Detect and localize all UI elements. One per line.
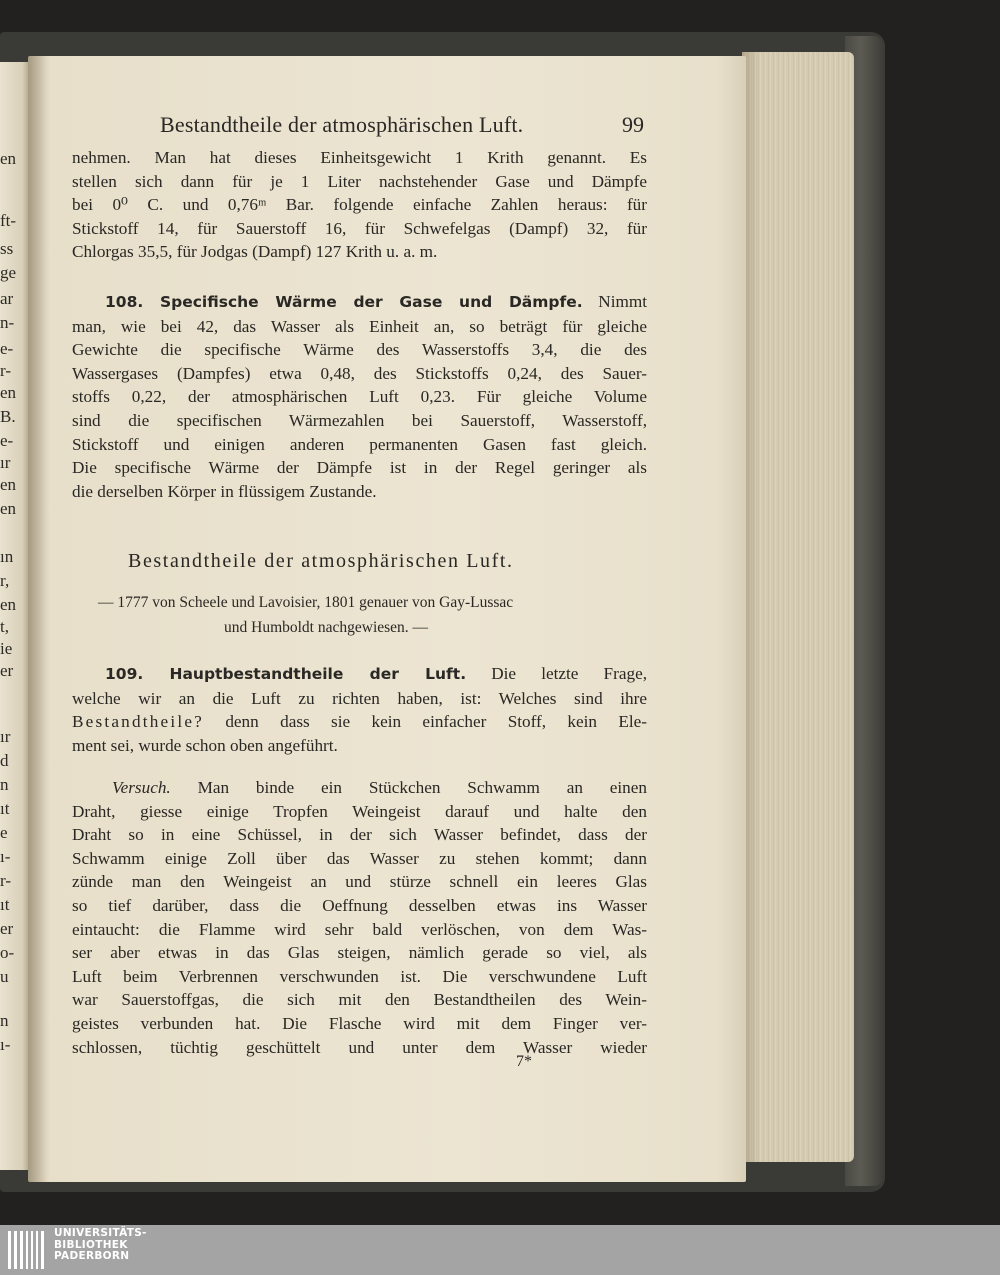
left-page-fragment-text: ın (0, 547, 14, 566)
credit-line: — 1777 von Scheele und Lavoisier, 1801 genauer von Gay-Lussac (98, 594, 514, 611)
intro-paragraph (72, 146, 647, 264)
left-page-fragment-text: ar (0, 289, 14, 308)
left-page-fragment-text: ıt (0, 895, 10, 914)
left-page-fragment-text: ss (0, 239, 14, 258)
left-page-fragment-text: B. (0, 407, 16, 426)
left-page-fragment-text: r, (0, 571, 10, 590)
text-line: Gewichte die specifische Wärme des Wasserstoffs 3,4, die des (72, 340, 647, 360)
text-line: stellen sich dann für je 1 Liter nachstehender Gase und Dämpfe (72, 171, 647, 191)
text-line: Stickstoff und einigen anderen permanenten Gasen fast gleich. (72, 434, 647, 454)
left-page-fragment-text: t, (0, 617, 9, 636)
left-page-fragment-text: e (0, 823, 8, 842)
left-page-fragment-text: ft- (0, 211, 17, 230)
left-page-fragment-text: r- (0, 871, 11, 890)
text-line: Chlorgas 35,5, für Jodgas (Dampf) 127 Krith u. a. m. (72, 242, 438, 262)
text-line: zünde man den Weingeist an und stürze schnell ein leeres Glas (72, 872, 647, 892)
text-line: ser aber etwas in das Glas steigen, nämlich gerade so viel, als (72, 943, 647, 963)
left-page-fragment-text: r- (0, 361, 11, 380)
text-line: sind die specifischen Wärmezahlen bei Sauerstoff, Wasserstoff, (72, 410, 647, 430)
library-name: UNIVERSITÄTS- BIBLIOTHEK PADERBORN (54, 1227, 147, 1262)
left-page-fragment-text: en (0, 383, 17, 402)
left-page-fragment-text: ie (0, 639, 13, 658)
left-page-fragment-text: en (0, 149, 17, 168)
left-page-fragment-text: en (0, 475, 17, 494)
paragraph-109: 109. Hauptbestandtheile der Luft. Die letzte Frage, welche wir an die Luft zu richten haben, ist: Welches sind ihre Bestandtheile? denn dass sie kein einfacher Stoff, kein Ele- ment sei, wurde schon oben angeführt. (72, 662, 647, 757)
library-footer (0, 1225, 1000, 1275)
left-page-fragment-text: ı- (0, 1035, 11, 1054)
library-logo-icon (6, 1228, 48, 1272)
spaced-word: Bestandtheile? (72, 712, 204, 732)
signature-mark: 7* (516, 1053, 532, 1070)
left-page-fragment-text: n (0, 1011, 9, 1030)
text-line: Luft beim Verbrennen verschwunden ist. Die verschwundene Luft (72, 966, 647, 986)
text-line: ment sei, wurde schon oben angeführt. (72, 735, 338, 755)
left-page-fragment-text: u (0, 967, 9, 986)
text-line: Wassergases (Dampfes) etwa 0,48, des Stickstoffs 0,24, des Sauer- (72, 363, 647, 383)
left-page-fragment-text: e- (0, 339, 14, 358)
text-line: Draht so in eine Schüssel, in der sich Wasser befindet, dass der (72, 825, 647, 845)
credit-line: und Humboldt nachgewiesen. — (224, 619, 429, 636)
text-line: man, wie bei 42, das Wasser als Einheit an, so beträgt für gleiche (72, 316, 647, 336)
running-head: Bestandtheile der atmosphärischen Luft. (160, 112, 524, 137)
text-line: Stickstoff 14, für Sauerstoff 16, für Schwefelgas (Dampf) 32, für (72, 218, 647, 238)
left-page-fragment-text: ıt (0, 799, 10, 818)
text-line: welche wir an die Luft zu richten haben, ist: Welches sind ihre (72, 688, 647, 708)
page-number: 99 (622, 112, 644, 137)
text-line: war Sauerstoffgas, die sich mit den Bestandtheilen des Wein- (72, 990, 647, 1010)
experiment-paragraph: Versuch. Man binde ein Stückchen Schwamm an einen Draht, giesse einige Tropfen Weingeist darauf und halte den Draht so in eine Schüssel, in der sich Wasser befindet, dass der Schwamm einige Zoll über das Wasser zu stehen kommt; dann zünde man den Weingeist an und stürze schnell ein leeres Glas so tief darüber, dass die Oeffnung desselben etwas ins Wasser eintaucht: die Flamme wird sehr bald verlöschen, von dem Was- ser aber etwas in das Glas steigen, nämlich gerade so viel, als Luft beim Verbrennen verschwunden ist. Die verschwundene Luft war Sauerstoffgas, die sich mit den Bestandtheilen des Wein- geistes verbunden hat. Die Flasche wird mit dem Finger ver- schlossen, tüchtig geschüttelt und unter dem Wasser wieder (72, 776, 647, 1059)
left-page-fragment-text: en (0, 595, 17, 614)
heading-108: 108. Specifische Wärme der Gase und Dämpfe. (105, 293, 583, 311)
left-page-fragment-text: n- (0, 313, 15, 332)
left-page-fragment-text: en (0, 499, 17, 518)
paragraph-108: 108. Specifische Wärme der Gase und Dämpfe. Nimmt man, wie bei 42, das Wasser als Einheit an, so beträgt für gleiche Gewichte die specifische Wärme des Wasserstoffs 3,4, die des Wassergases (Dampfes) etwa 0,48, des Stickstoffs 0,24, des Sauer- stoffs 0,22, der atmosphärischen Luft 0,23. Für gleiche Volume sind die specifischen Wärmezahlen bei Sauerstoff, Wasserstoff, Stickstoff und einigen anderen permanenten Gasen fast gleich. Die specifische Wärme der Dämpfe ist in der Regel geringer als die derselben Körper in flüssigem Zustande. (72, 290, 647, 503)
text-line: Schwamm einige Zoll über das Wasser zu stehen kommt; dann (72, 848, 647, 868)
left-page-fragment-text: d (0, 751, 9, 770)
left-page-fragment-text: ır (0, 453, 11, 472)
left-page-fragment-text: er (0, 661, 14, 680)
text-line: Die specifische Wärme der Dämpfe ist in der Regel geringer als (72, 458, 647, 478)
text-line: bei 0⁰ C. und 0,76ᵐ Bar. folgende einfache Zahlen heraus: für (72, 195, 647, 215)
text-line: Draht, giesse einige Tropfen Weingeist darauf und halte den (72, 801, 647, 821)
heading-109: 109. Hauptbestandtheile der Luft. (105, 665, 467, 683)
text-line: die derselben Körper in flüssigem Zustande. (72, 481, 377, 501)
text-line: so tief darüber, dass die Oeffnung desselben etwas ins Wasser (72, 895, 647, 915)
left-page-fragment-text: er (0, 919, 14, 938)
left-page-fragment-text: ır (0, 727, 11, 746)
text-line: geistes verbunden hat. Die Flasche wird mit dem Finger ver- (72, 1013, 647, 1033)
text-line: schlossen, tüchtig geschüttelt und unter dem Wasser wieder (72, 1037, 647, 1057)
left-page-fragment-text: n (0, 775, 9, 794)
left-page-fragment-text: o- (0, 943, 15, 962)
text-line: eintaucht: die Flamme wird sehr bald verlöschen, von dem Was- (72, 919, 647, 939)
left-page-fragment-text: ge (0, 263, 17, 282)
section-title: Bestandtheile der atmosphärischen Luft. (128, 550, 514, 572)
text-line: nehmen. Man hat dieses Einheitsgewicht 1 Krith genannt. Es (72, 148, 647, 167)
text-line: stoffs 0,22, der atmosphärischen Luft 0,23. Für gleiche Volume (72, 387, 647, 407)
left-page-fragment-text: ı- (0, 847, 11, 866)
left-page-fragment-text: e- (0, 431, 14, 450)
experiment-label: Versuch. (112, 778, 171, 797)
